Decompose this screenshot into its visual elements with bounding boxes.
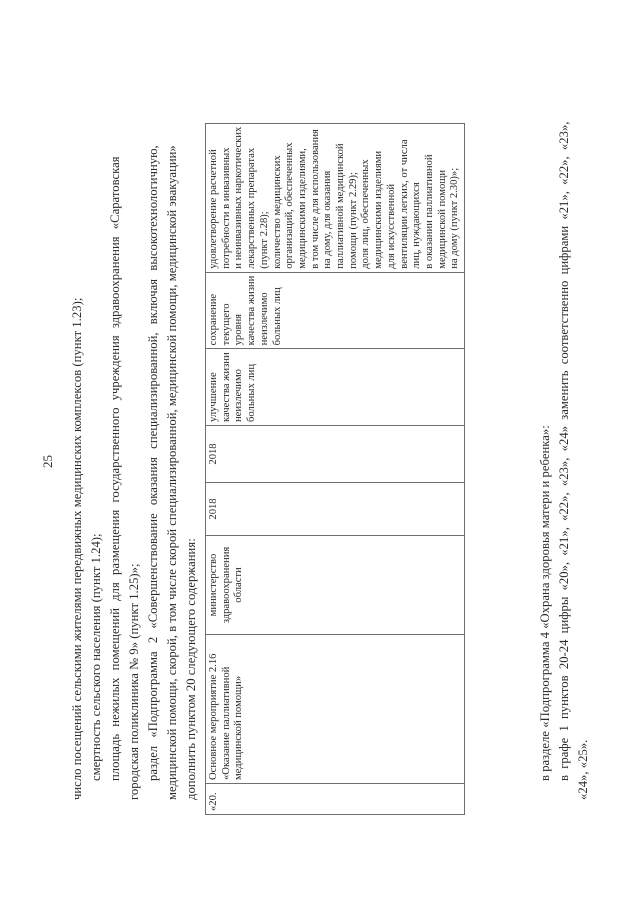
- consequence-line-1: сохранение: [208, 293, 219, 346]
- indicator-line: на дому (пункт 2.30)»;: [449, 167, 461, 269]
- intro-line-5: раздел «Подпрограмма 2 «Совершенствование оказания специализированной, включая высокотехнологичную,: [146, 145, 160, 781]
- indicator-line: организаций, обеспеченных: [284, 142, 296, 269]
- cell-indicators: [206, 123, 465, 272]
- indicator-line: для искусственной: [385, 183, 397, 269]
- cell-executor: [206, 536, 465, 635]
- indicator-line: в том числе для использования: [309, 129, 321, 269]
- cell-consequence: [206, 272, 465, 349]
- consequence-line-5: неизлечимо: [258, 292, 270, 346]
- result-line-4: больных лиц: [246, 363, 258, 422]
- indicator-line: на дому, для оказания: [322, 170, 334, 269]
- intro-line-1: число посещений сельскими жителями передвижных медицинских комплексов (пункт 1.23);: [70, 297, 84, 800]
- consequence-line-6: больных лиц: [271, 287, 283, 346]
- indicator-line: в оказании паллиативной: [423, 154, 435, 269]
- result-line-1: улучшение: [208, 372, 219, 422]
- executor-line-3: области: [233, 567, 245, 603]
- measure-line-1: Основное мероприятие 2.16: [208, 653, 219, 780]
- cell-number: «20.: [206, 784, 465, 815]
- cell-measure: [206, 635, 465, 784]
- cell-end-year: 2018: [206, 426, 465, 483]
- intro-line-3: площадь нежилых помещений для размещения государственного учреждения здравоохранения «Саратовская: [108, 156, 122, 781]
- intro-line-7: дополнить пунктом 20 следующего содержания:: [184, 538, 198, 800]
- consequence-line-4: качества жизни: [246, 275, 258, 346]
- table-row: [206, 123, 465, 814]
- indicator-line: потребности в инвазивных: [220, 147, 232, 269]
- page-number: 25: [40, 455, 55, 468]
- cell-start-year: 2018: [206, 483, 465, 536]
- indicator-line: помощи (пункт 2.29);: [347, 172, 359, 269]
- measure-line-3: медицинской помощи»: [233, 675, 245, 780]
- measures-table: [205, 123, 465, 815]
- indicator-line: доля лиц, обеспеченных: [360, 159, 372, 269]
- outro-line-2: в графе 1 пунктов 20-24 цифры «20», «21», «22», «23», «24» заменить соответственно цифрами «21», «22», «23»,: [557, 121, 571, 781]
- result-line-2: качества жизни: [220, 352, 232, 422]
- indicator-line: лиц, нуждающихся: [411, 182, 423, 269]
- indicator-line: лекарственных препаратах: [246, 147, 258, 269]
- cell-result: [206, 349, 465, 426]
- result-line-3: неизлечимо: [233, 369, 245, 422]
- intro-line-2: смертность сельского населения (пункт 1.24);: [89, 533, 103, 781]
- executor-line-1: министерство: [208, 553, 219, 617]
- outro-line-1: в разделе «Подпрограмма 4 «Охрана здоровья матери и ребенка»:: [538, 425, 552, 781]
- indicator-line: паллиативной медицинской: [335, 143, 347, 269]
- outro-line-3: «24», «25».: [576, 739, 590, 800]
- indicator-line: удовлетворение расчетной: [208, 149, 219, 269]
- intro-line-6: медицинской помощи, скорой, в том числе скорой специализированной, медицинской помощи, медицинской эвакуации»: [165, 145, 179, 800]
- measure-line-2: «Оказание паллиативной: [220, 666, 232, 780]
- executor-line-2: здравоохранения: [220, 546, 232, 624]
- indicator-line: вентиляции легких, от числа: [398, 139, 410, 269]
- indicator-line: медицинскими изделиями,: [296, 148, 308, 269]
- indicator-line: количество медицинских: [271, 155, 283, 269]
- indicator-line: медицинскими изделиями: [373, 150, 385, 269]
- consequence-line-3: уровня: [233, 313, 245, 346]
- consequence-line-2: текущего: [220, 303, 232, 346]
- intro-line-4: городская поликлиника № 9» (пункт 1.25)»;: [127, 563, 141, 800]
- indicator-line: и неинвазивных наркотических: [233, 126, 245, 269]
- indicator-line: (пункт 2.28);: [258, 211, 270, 269]
- indicator-line: медицинской помощи: [436, 169, 448, 269]
